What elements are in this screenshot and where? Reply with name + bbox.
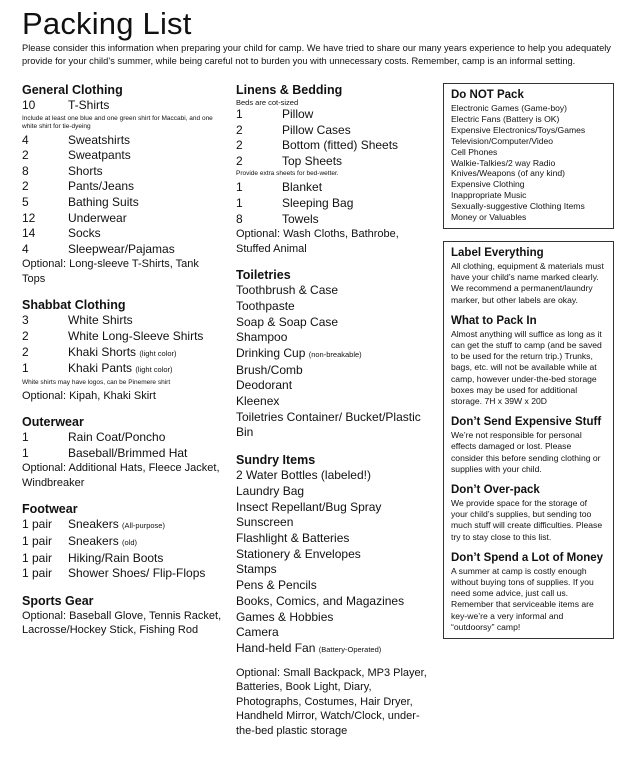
list-item: 8 Towels [236,211,319,226]
list-item: 1 Khaki Pants (light color) [22,361,173,376]
list-item: 14 Socks [22,226,101,241]
list-item: Hand-held Fan (Battery-Operated) [236,640,382,655]
list-item: Deodorant [236,378,293,393]
list-item: Brush/Comb [236,362,303,377]
do-not-pack-box [443,83,614,229]
advice-heading: Don’t Over-pack [451,484,540,497]
list-item: 12 Underwear [22,210,127,225]
list-item: 4 Sleepwear/Pajamas [22,241,175,256]
list-item: 2 Top Sheets [236,153,343,168]
list-item: Cell Phones [451,146,498,157]
sundry-optional: Optional: Small Backpack, MP3 Player, Batteries, Book Light, Diary, Photographs, Costumes, Hair Dryer, Handheld Mirror, Watch/Clock, under-the-bed plastic storage [236,666,427,737]
list-item: Stamps [236,562,277,577]
page-title: Packing List [22,6,192,41]
list-item: Knives/Weapons (of any kind) [451,168,566,179]
advice-box [443,241,614,639]
list-item: 1 Pillow [236,107,314,121]
advice-text: We provide space for the storage of your child’s supplies, but sending too much stuff will create difficulties. Please try to stay close to this list. [451,498,603,542]
list-item: 1 Baseball/Brimmed Hat [22,445,188,460]
list-item: Stationery & Envelopes [236,546,361,561]
list-item: Camera [236,625,279,640]
general-optional: Optional: Long-sleeve T-Shirts, Tank Tops [22,258,199,285]
list-item: 1 pair Shower Shoes/ Flip-Flops [22,566,206,581]
list-item: 1 Blanket [236,180,323,195]
list-item: Laundry Bag [236,483,305,498]
advice-heading: Don’t Spend a Lot of Money [451,551,604,564]
sports-optional: Optional: Baseball Glove, Tennis Racket, Lacrosse/Hockey Stick, Fishing Rod [22,609,222,637]
outerwear-optional: Optional: Additional Hats, Fleece Jacket, Windbreaker [22,462,220,489]
list-item: 2 Khaki Shorts (light color) [22,344,177,359]
list-item: Money or Valuables [451,212,527,223]
advice-text: Almost anything will suffice as long as it can get the stuff to camp (and be saved to be used for the return trip.) Trunks, bags, etc. will not be available while at camp, however under-the-bed storage boxes may be used for additional storage. 7H x 39W x 20D [451,328,602,406]
list-item: 1 Rain Coat/Poncho [22,430,166,445]
list-item: 3 White Shirts [22,313,133,328]
list-item: Pens & Pencils [236,578,317,593]
list-item: Expensive Electronics/Toys/Games [451,124,586,135]
footwear-heading: Footwear [22,502,78,517]
sundry-heading: Sundry Items [236,453,316,468]
list-item: Toothpaste [236,298,295,313]
shabbat-note: White shirts may have logos, can be Pinemere shirt [22,378,171,386]
shabbat-clothing-heading: Shabbat Clothing [22,298,126,313]
list-item: Toiletries Container/ Bucket/Plastic Bin [236,409,421,440]
list-item: 1 Sleeping Bag [236,195,354,210]
outerwear-heading: Outerwear [22,415,84,430]
linens-heading: Linens & Bedding [236,83,343,97]
list-item: Books, Comics, and Magazines [236,593,405,608]
list-item: Insect Repellant/Bug Spray [236,499,382,514]
advice-heading: Don’t Send Expensive Stuff [451,416,602,429]
advice-heading: Label Everything [451,246,544,259]
list-item: 5 Bathing Suits [22,194,139,209]
advice-text: We’re not responsible for personal effects damaged or lost. Please consider this before sending clothing or supplies with your child. [451,430,601,474]
intro-text: Please consider this information when preparing your child for camp. We have tried to share our many years experience to help you adequately provide for your child’s summer, while being careful not to burden you with unnecessary costs. Remember, camp is an informal setting. [22,43,611,66]
do-not-pack-heading: Do NOT Pack [451,89,524,101]
advice-text: A summer at camp is costly enough without buying tons of supplies. If you need some advice, just call us. Remember that serviceable items are key-we’re a very informal and “outdoorsy” camp! [451,565,594,632]
shabbat-optional: Optional: Kipah, Khaki Skirt [22,389,156,402]
list-item: Electronic Games (Game-boy) [451,103,568,113]
list-item: 1 pair Sneakers (old) [22,534,138,548]
list-item: Soap & Soap Case [236,314,339,329]
linens-subnote: Beds are cot-sized [236,98,299,107]
list-item: Sunscreen [236,515,294,530]
linens-note: Provide extra sheets for bed-wetter. [236,170,339,178]
list-item: 1 pair Sneakers (All-purpose) [22,517,165,532]
list-item: Television/Computer/Video [451,135,554,146]
list-item: Inappropriate Music [451,190,527,201]
advice-heading: What to Pack In [451,314,537,327]
tshirt-note: Include at least one blue and one green shirt for Maccabi, and one white shirt for tie-dyeing [22,114,213,130]
advice-text: All clothing, equipment & materials must have your child’s name marked clearly. We recommend a permanent/laundry marker, but other labels are okay. [451,260,604,305]
list-item: Shampoo [236,330,288,345]
list-item: 8 Shorts [22,163,103,178]
list-item: 4 Sweatshirts [22,132,131,147]
list-item: 2 Water Bottles (labeled!) [236,468,371,483]
list-item: Drinking Cup (non-breakable) [236,345,362,360]
general-clothing-heading: General Clothing [22,83,123,97]
list-item: Expensive Clothing [451,179,525,190]
list-item: Sexually-suggestive Clothing Items [451,201,585,212]
list-item: 2 Bottom (fitted) Sheets [236,138,399,153]
list-item: Flashlight & Batteries [236,531,350,545]
linens-optional: Optional: Wash Cloths, Bathrobe, Stuffed Animal [236,228,399,255]
sports-gear-heading: Sports Gear [22,593,94,608]
column-3 [443,83,614,639]
list-item: Kleenex [236,394,280,409]
list-item: Toothbrush & Case [236,283,339,298]
list-item: 2 Pants/Jeans [22,179,135,194]
column-2 [236,83,436,738]
list-item: Games & Hobbies [236,609,334,624]
list-item: 1 pair Hiking/Rain Boots [22,550,164,565]
list-item: 2 White Long-Sleeve Shirts [22,328,204,343]
column-1 [22,83,222,638]
toiletries-heading: Toiletries [236,268,291,283]
list-item: Walkie-Talkies/2 way Radio [451,157,556,168]
list-item: 2 Pillow Cases [236,122,351,137]
list-item: Electric Fans (Battery is OK) [451,113,560,124]
list-item: 2 Sweatpants [22,148,131,163]
list-item: 10 T-Shirts [22,98,110,112]
